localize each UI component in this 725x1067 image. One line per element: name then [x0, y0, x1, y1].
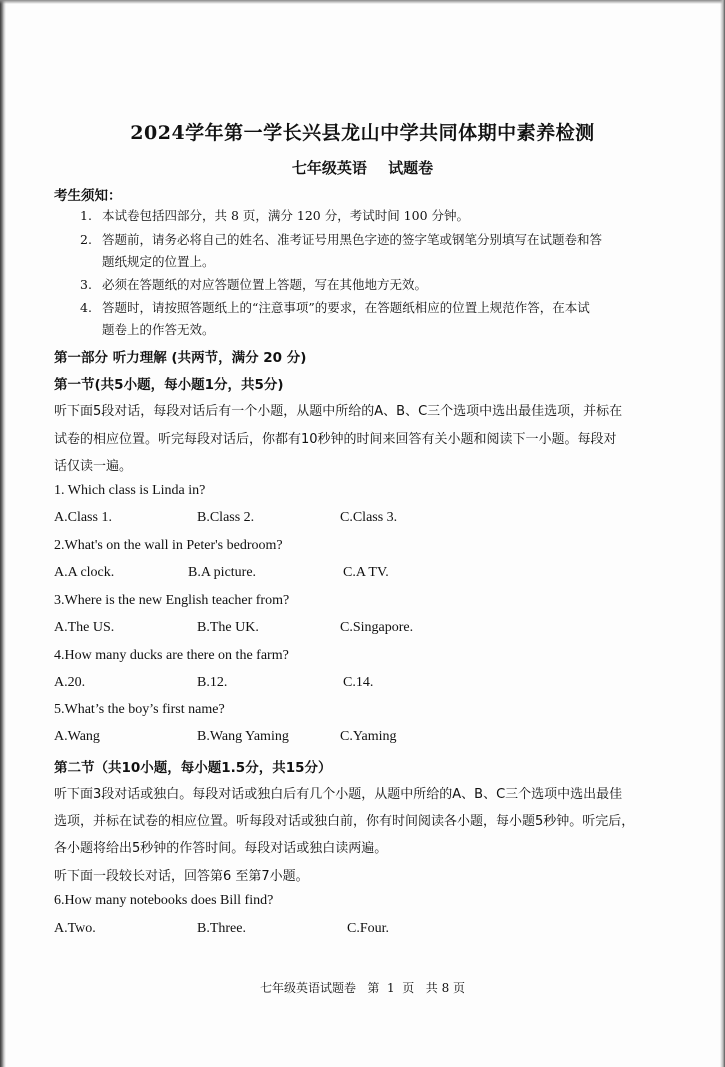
- section1-heading: 第一节(共5小题，每小题1分，共5分): [54, 377, 284, 393]
- question-6-option-c: C.Four.: [347, 921, 390, 936]
- question-3-option-c: C.Singapore.: [340, 620, 414, 635]
- section1-instructions-line-2: 试卷的相应位置。听完每段对话后，你都有10秒钟的时间来回答有关小题和阅读下一小题。每段对: [54, 432, 617, 447]
- notice-item-2-cont: 题纸规定的位置上。: [102, 254, 215, 269]
- section1-instructions-line-1: 听下面5段对话，每段对话后有一个小题，从题中所给的A、B、C三个选项中选出最佳选项，并标在: [54, 404, 623, 419]
- section1-instructions-line-3: 话仅读一遍。: [54, 459, 133, 474]
- section2-instructions-line-1: 听下面3段对话或独白。每段对话或独白后有几个小题，从题中所给的A、B、C三个选项中选出最佳: [54, 787, 623, 802]
- notice-item-number: 1.: [80, 208, 92, 223]
- exam-title: 2024学年第一学长兴县龙山中学共同体期中素养检测: [130, 122, 595, 144]
- notice-item-4-cont: 题卷上的作答无效。: [102, 322, 215, 337]
- question-2: 2.What's on the wall in Peter's bedroom?: [54, 538, 283, 553]
- notice-item-text: 答题时，请按照答题纸上的“注意事项”的要求，在答题纸相应的位置上规范作答，在本试: [102, 300, 590, 315]
- question-1-option-c: C.Class 3.: [340, 510, 398, 525]
- question-4: 4.How many ducks are there on the farm?: [54, 648, 289, 663]
- question-5-option-a: A.Wang: [54, 729, 100, 744]
- notice-item-number: 2.: [80, 232, 92, 247]
- section2-instructions-line-2: 选项，并标在试卷的相应位置。听每段对话或独白前，你有时间阅读各小题，每小题5秒钟。听完后，: [54, 814, 635, 829]
- scan-edge-top: [0, 0, 725, 4]
- page-footer: 七年级英语试题卷 第 1 页 共 8 页: [259, 981, 466, 995]
- question-3: 3.Where is the new English teacher from?: [54, 593, 290, 608]
- question-5: 5.What’s the boy’s first name?: [54, 702, 225, 717]
- question-2-option-c: C.A TV.: [343, 565, 389, 580]
- question-3-option-b: B.The UK.: [197, 620, 259, 635]
- question-6-option-a: A.Two.: [54, 921, 96, 936]
- notice-item-number: 4.: [80, 300, 92, 315]
- question-2-option-a: A.A clock.: [54, 565, 115, 580]
- section2-instructions-line-3: 各小题将给出5秒钟的作答时间。每段对话或独白读两遍。: [54, 841, 388, 856]
- notice-item-4: [80, 298, 590, 316]
- notice-item-number: 3.: [80, 277, 92, 292]
- notice-item-text: 必须在答题纸的对应答题位置上答题，写在其他地方无效。: [102, 277, 428, 292]
- question-5-option-b: B.Wang Yaming: [197, 729, 289, 744]
- question-5-option-c: C.Yaming: [340, 729, 397, 744]
- section2-heading: 第二节（共10小题，每小题1.5分，共15分）: [54, 760, 332, 776]
- notice-item-text: 答题前，请务必将自己的姓名、准考证号用黑色字迹的签字笔或钢笔分别填写在试题卷和答: [102, 232, 603, 247]
- question-4-option-a: A.20.: [54, 675, 86, 690]
- notice-item-1: [80, 206, 469, 224]
- paper-type-label: 试题卷: [388, 159, 434, 177]
- question-4-option-c: C.14.: [343, 675, 374, 690]
- question-1: 1. Which class is Linda in?: [54, 483, 206, 498]
- question-6-option-b: B.Three.: [197, 921, 246, 936]
- question-6: 6.How many notebooks does Bill find?: [54, 893, 274, 908]
- notice-item-text: 本试卷包括四部分，共 8 页，满分 120 分，考试时间 100 分钟。: [102, 208, 470, 223]
- notice-item-2: [80, 230, 602, 248]
- notice-item-3: [80, 275, 427, 293]
- section2-sub-instruction: 听下面一段较长对话，回答第6 至第7小题。: [54, 869, 309, 884]
- question-1-option-a: A.Class 1.: [54, 510, 112, 525]
- question-4-option-b: B.12.: [197, 675, 228, 690]
- notice-heading: 考生须知：: [54, 188, 122, 204]
- part1-heading: 第一部分 听力理解 (共两节，满分 20 分): [54, 350, 307, 366]
- question-2-option-b: B.A picture.: [188, 565, 257, 580]
- subject-label: 七年级英语: [291, 159, 367, 177]
- question-1-option-b: B.Class 2.: [197, 510, 255, 525]
- exam-subtitle: [0, 157, 725, 178]
- question-3-option-a: A.The US.: [54, 620, 115, 635]
